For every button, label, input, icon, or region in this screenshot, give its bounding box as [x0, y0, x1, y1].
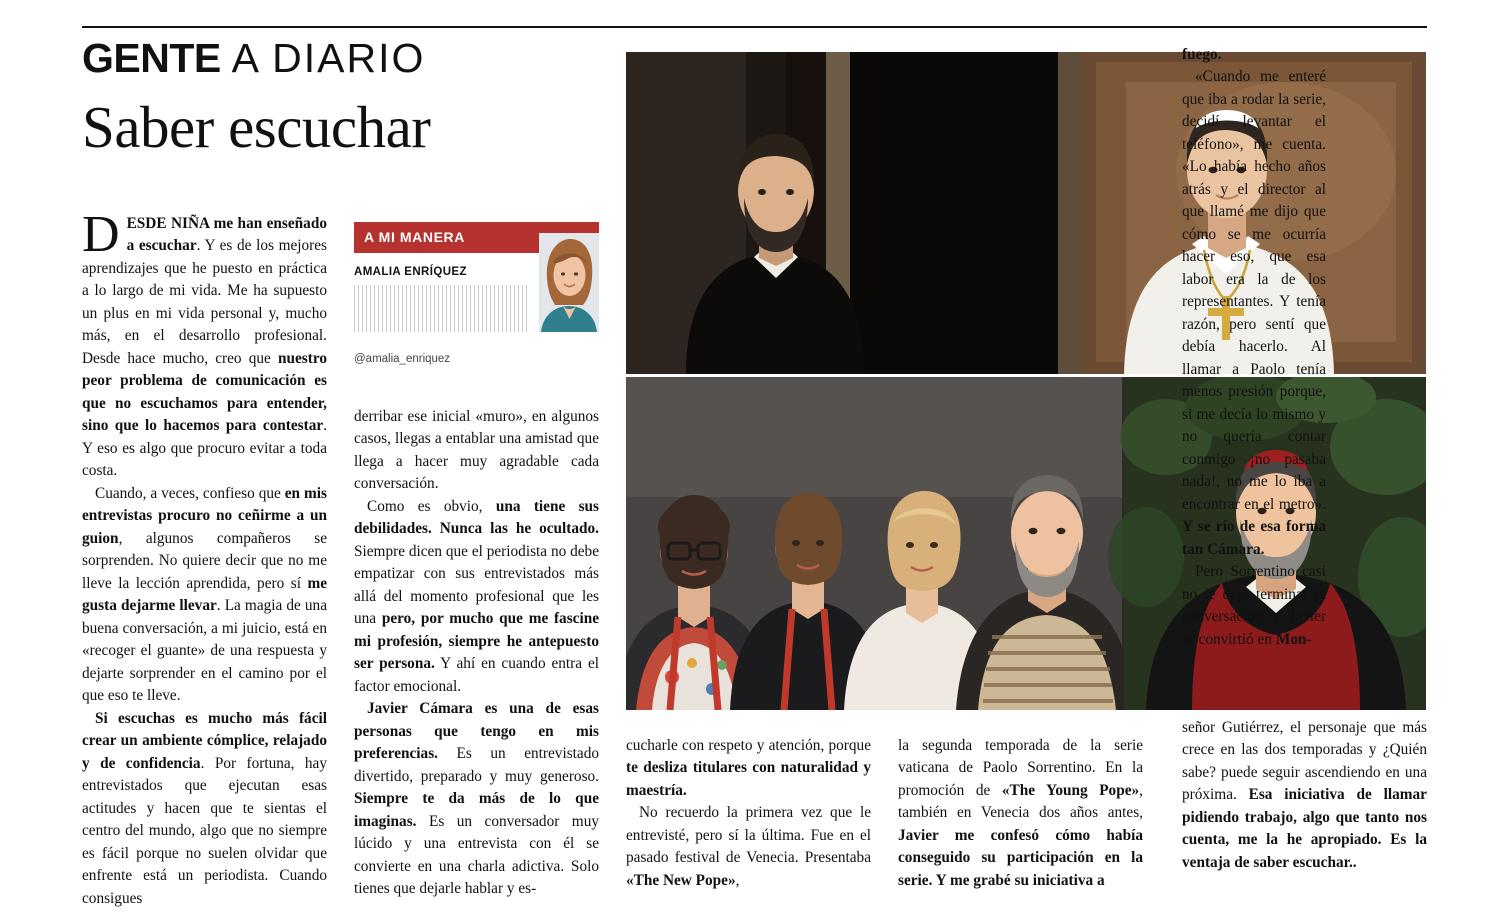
article-column-1	[82, 206, 327, 910]
masthead	[82, 35, 602, 160]
paragraph: «Cuando me enteré que iba a rodar la serie, decidí levantar el teléfono», me cuenta. «Lo había hecho años atrás y el director al que llamé me dijo que cómo se me ocurría hacer eso, que esa labor era la de los representantes. Y tenía razón, pero sentí que debía hacerlo. Al llamar a Paolo tenía menos presión porque, si me decía lo mismo y no quería contar conmigo ¡no pasaba nada!, no me lo iba a encontrar en el metro». Y se río de esa forma tan Cámara.	[1182, 68, 1326, 558]
article-column-3	[626, 735, 871, 892]
columnist-handle: @amalia_enriquez	[354, 353, 451, 365]
paragraph: Si escuchas es mucho más fácil crear un ambiente cómplice, relajado y de confidencia. Por fortuna, hay entrevistados que ejecutan esas actitudes y hacen que te sientas el centro del mundo, algo que no siempre es fácil porque no suelen olvidar que enfrente está un periodista. Cuando consigues	[82, 709, 327, 907]
paragraph: señor Gutiérrez, el personaje que más crece en las dos temporadas y ¿Quién sabe? puede seguir ascendiendo en una próxima. Esa iniciativa de llamar pidiendo trabajo, algo que tanto nos cuenta, me la he apropiado. Es la ventaja de saber escuchar..	[1182, 719, 1427, 871]
paragraph: No recuerdo la primera vez que le entrevisté, pero sí la última. Fue en el pasado festival de Venecia. Presentaba «The New Pope»,	[626, 804, 871, 889]
article-column-6	[1182, 717, 1427, 874]
article-column-5	[1182, 44, 1326, 651]
paragraph: fuego.	[1182, 46, 1222, 63]
barcode-lines-decoration	[354, 285, 529, 332]
page-title: Saber escuchar	[82, 94, 431, 160]
paragraph: Javier Cámara es una de esas personas que tengo en mis preferencias. Es un entrevistado divertido, preparado y muy generoso. Siempre te da más de lo que imaginas. Es un conversador muy lúcido y una entrevista con él se convierte en una charla adictiva. Solo tienes que dejarle hablar y es-	[354, 700, 599, 898]
paragraph: la segunda temporada de la serie vaticana de Paolo Sorrentino. En la promoción de «The Young Pope», también en Venecia dos años antes, Javier me confesó cómo había conseguido su participación en la serie. Y me grabé su iniciativa a	[898, 737, 1143, 889]
paragraph: cucharle con respeto y atención, porque te desliza titulares con naturalidad y maestría.	[626, 737, 871, 799]
kicker-bold: GENTE	[82, 35, 221, 81]
paragraph: Como es obvio, una tiene sus debilidades. Nunca las he ocultado. Siempre dicen que el periodista no debe empatizar con sus entrevistados más allá del momento profesional que les una pero, por mucho que me fascine mi profesión, siempre he antepuesto ser persona. Y ahí en cuando entra el factor emocional.	[354, 497, 600, 695]
kicker-rest: A DIARIO	[231, 35, 426, 81]
paragraph: Cuando, a veces, confieso que en mis entrevistas procuro no ceñirme a un guion, algunos compañeros se sorprenden. No quiere decir que no me lleve la lección aprendida, pero sí me gusta dejarme llevar. La magia de una buena conversación, a mi juicio, está en «recoger el guante» de una respuesta y dejarte sorprender en el camino por el que eso te lleve.	[82, 484, 327, 705]
paragraph: Pero Sorrentino casi no le dejó terminar la conversación y Javier se convirtió en Mon-	[1182, 563, 1326, 648]
columnist-name: AMALIA ENRÍQUEZ	[354, 266, 467, 278]
top-rule	[82, 26, 1427, 28]
article-column-4	[898, 735, 1143, 892]
avatar	[539, 233, 599, 332]
column-section-label: A MI MANERA	[354, 222, 599, 253]
paragraph: DESDE NIÑA me han enseñado a escuchar. Y es de los mejores aprendizajes que he puesto en práctica a lo largo de mi vida. Me ha supuesto un plus en mi vida personal y, mucho más, en el desarrollo profesional. Desde hace mucho, creo que nuestro peor problema de comunicación es que no escuchamos para entender, sino que lo hacemos para contestar. Y eso es algo que procuro evitar a toda costa.	[82, 206, 327, 480]
paragraph: derribar ese inicial «muro», en algunos casos, llegas a entablar una amistad que llega a hacer muy agradable cada conversación.	[354, 408, 599, 493]
columnist-signature-area	[354, 285, 599, 345]
columnist-box	[354, 222, 599, 365]
section-kicker	[82, 35, 602, 81]
article-column-2	[354, 406, 599, 901]
